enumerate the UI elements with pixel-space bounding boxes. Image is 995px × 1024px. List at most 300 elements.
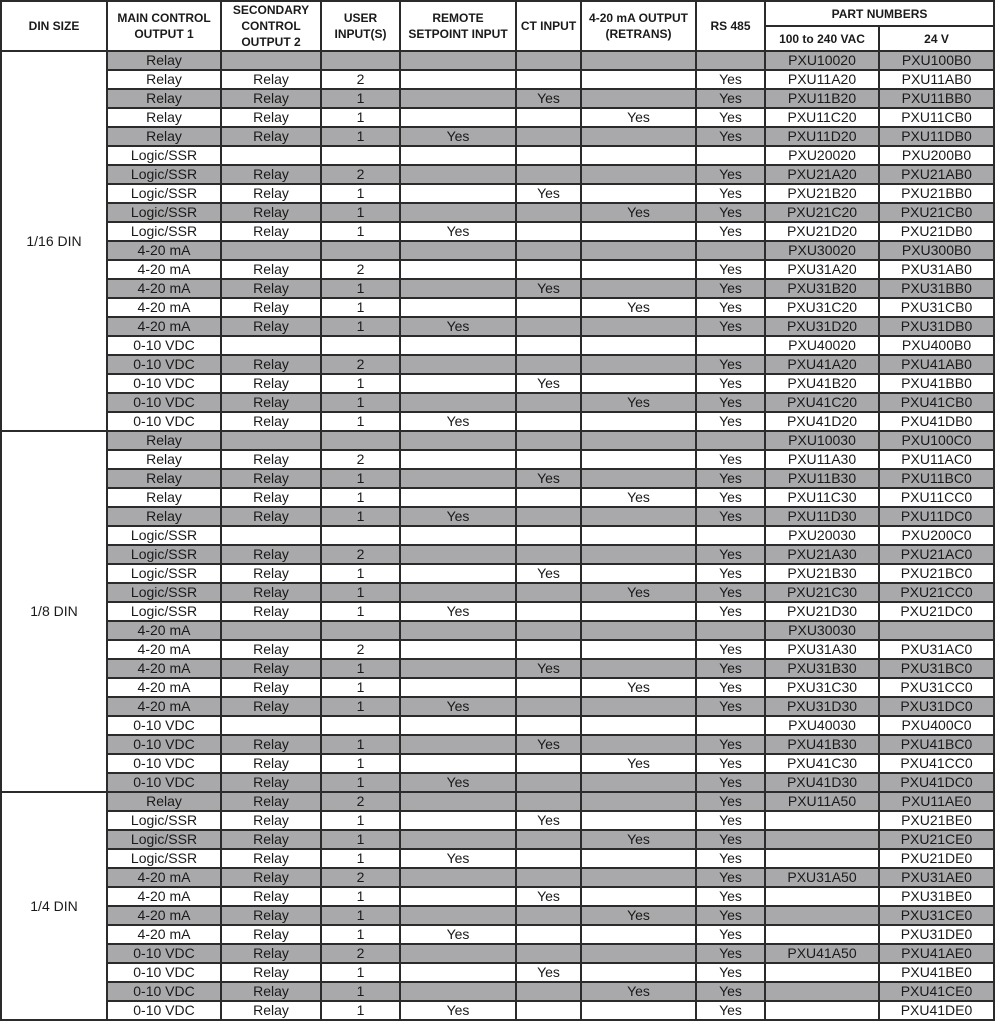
header-secondary-control: SECONDARY CONTROL OUTPUT 2 <box>221 1 321 51</box>
table-row <box>1 336 994 355</box>
cell-ct-input: Yes <box>516 89 581 108</box>
cell-analog-output: Yes <box>581 393 696 412</box>
cell-ct-input <box>516 526 581 545</box>
cell-part-vdc: PXU100C0 <box>879 431 994 450</box>
cell-rs485: Yes <box>696 89 765 108</box>
cell-part-vdc: PXU11AE0 <box>879 792 994 811</box>
cell-main-control: 4-20 mA <box>107 621 221 640</box>
cell-part-vac <box>765 811 879 830</box>
cell-main-control: 0-10 VDC <box>107 393 221 412</box>
cell-secondary-control: Relay <box>221 374 321 393</box>
cell-main-control: 0-10 VDC <box>107 944 221 963</box>
cell-part-vdc: PXU21DC0 <box>879 602 994 621</box>
cell-rs485: Yes <box>696 849 765 868</box>
cell-secondary-control: Relay <box>221 697 321 716</box>
cell-secondary-control <box>221 51 321 70</box>
cell-rs485: Yes <box>696 963 765 982</box>
cell-remote-setpoint <box>400 241 516 260</box>
cell-user-inputs: 1 <box>321 279 400 298</box>
cell-part-vdc: PXU31DB0 <box>879 317 994 336</box>
cell-analog-output <box>581 222 696 241</box>
cell-ct-input <box>516 431 581 450</box>
cell-main-control: 4-20 mA <box>107 659 221 678</box>
cell-secondary-control <box>221 716 321 735</box>
table-row <box>1 260 994 279</box>
cell-part-vdc: PXU11CB0 <box>879 108 994 127</box>
cell-ct-input <box>516 773 581 792</box>
table-row <box>1 925 994 944</box>
cell-part-vdc: PXU11DB0 <box>879 127 994 146</box>
cell-part-vdc: PXU21CC0 <box>879 583 994 602</box>
cell-secondary-control: Relay <box>221 298 321 317</box>
cell-secondary-control: Relay <box>221 393 321 412</box>
cell-remote-setpoint: Yes <box>400 697 516 716</box>
cell-ct-input: Yes <box>516 279 581 298</box>
cell-ct-input <box>516 982 581 1001</box>
cell-part-vdc: PXU31BB0 <box>879 279 994 298</box>
cell-rs485: Yes <box>696 108 765 127</box>
cell-rs485: Yes <box>696 127 765 146</box>
cell-part-vdc: PXU41DB0 <box>879 412 994 431</box>
table-row <box>1 564 994 583</box>
cell-main-control: 0-10 VDC <box>107 982 221 1001</box>
cell-part-vac: PXU11B20 <box>765 89 879 108</box>
cell-secondary-control: Relay <box>221 906 321 925</box>
cell-analog-output: Yes <box>581 678 696 697</box>
cell-secondary-control <box>221 431 321 450</box>
cell-user-inputs: 1 <box>321 735 400 754</box>
cell-rs485: Yes <box>696 754 765 773</box>
cell-secondary-control: Relay <box>221 868 321 887</box>
cell-analog-output: Yes <box>581 203 696 222</box>
cell-secondary-control: Relay <box>221 317 321 336</box>
cell-main-control: 0-10 VDC <box>107 355 221 374</box>
cell-ct-input <box>516 203 581 222</box>
cell-main-control: 0-10 VDC <box>107 412 221 431</box>
cell-remote-setpoint <box>400 545 516 564</box>
cell-ct-input <box>516 868 581 887</box>
cell-ct-input <box>516 1001 581 1020</box>
cell-part-vdc: PXU31AB0 <box>879 260 994 279</box>
cell-part-vac: PXU21A30 <box>765 545 879 564</box>
cell-rs485: Yes <box>696 507 765 526</box>
cell-analog-output <box>581 260 696 279</box>
table-row <box>1 51 994 70</box>
cell-part-vdc: PXU41BE0 <box>879 963 994 982</box>
cell-part-vdc: PXU11AB0 <box>879 70 994 89</box>
table-row <box>1 127 994 146</box>
cell-part-vac: PXU40020 <box>765 336 879 355</box>
table-row <box>1 982 994 1001</box>
cell-ct-input <box>516 51 581 70</box>
cell-analog-output <box>581 925 696 944</box>
table-row <box>1 868 994 887</box>
cell-rs485: Yes <box>696 925 765 944</box>
cell-remote-setpoint <box>400 336 516 355</box>
cell-rs485: Yes <box>696 355 765 374</box>
cell-ct-input: Yes <box>516 963 581 982</box>
table-row <box>1 355 994 374</box>
header-main-control: MAIN CONTROL OUTPUT 1 <box>107 1 221 51</box>
cell-analog-output <box>581 317 696 336</box>
cell-remote-setpoint <box>400 279 516 298</box>
cell-rs485: Yes <box>696 1001 765 1020</box>
cell-part-vdc: PXU21DE0 <box>879 849 994 868</box>
cell-ct-input <box>516 241 581 260</box>
table-row <box>1 1001 994 1020</box>
cell-ct-input <box>516 602 581 621</box>
cell-part-vac: PXU21D30 <box>765 602 879 621</box>
table-row <box>1 716 994 735</box>
cell-user-inputs: 1 <box>321 184 400 203</box>
table-row <box>1 203 994 222</box>
cell-secondary-control: Relay <box>221 469 321 488</box>
cell-part-vac: PXU40030 <box>765 716 879 735</box>
cell-main-control: Relay <box>107 792 221 811</box>
cell-analog-output <box>581 412 696 431</box>
cell-analog-output <box>581 279 696 298</box>
cell-main-control: Logic/SSR <box>107 564 221 583</box>
cell-rs485 <box>696 431 765 450</box>
cell-part-vdc: PXU31BC0 <box>879 659 994 678</box>
cell-part-vdc: PXU31AE0 <box>879 868 994 887</box>
cell-part-vac: PXU41A20 <box>765 355 879 374</box>
cell-secondary-control: Relay <box>221 963 321 982</box>
cell-secondary-control: Relay <box>221 222 321 241</box>
cell-main-control: 4-20 mA <box>107 317 221 336</box>
cell-remote-setpoint <box>400 621 516 640</box>
cell-analog-output: Yes <box>581 906 696 925</box>
cell-remote-setpoint <box>400 70 516 89</box>
table-row <box>1 450 994 469</box>
cell-rs485: Yes <box>696 678 765 697</box>
table-row <box>1 640 994 659</box>
cell-analog-output <box>581 621 696 640</box>
din-size-cell: 1/8 DIN <box>1 431 107 792</box>
cell-part-vac: PXU11C20 <box>765 108 879 127</box>
cell-remote-setpoint <box>400 868 516 887</box>
table-row <box>1 89 994 108</box>
table-row <box>1 659 994 678</box>
cell-analog-output <box>581 1001 696 1020</box>
cell-part-vdc: PXU31CE0 <box>879 906 994 925</box>
table-row <box>1 393 994 412</box>
cell-main-control: 0-10 VDC <box>107 716 221 735</box>
cell-ct-input: Yes <box>516 564 581 583</box>
cell-part-vac: PXU21C30 <box>765 583 879 602</box>
cell-ct-input <box>516 260 581 279</box>
table-row <box>1 374 994 393</box>
table-row <box>1 279 994 298</box>
cell-secondary-control: Relay <box>221 279 321 298</box>
cell-remote-setpoint <box>400 260 516 279</box>
cell-analog-output <box>581 431 696 450</box>
header-vdc: 24 V <box>879 26 994 51</box>
cell-user-inputs: 1 <box>321 317 400 336</box>
cell-rs485: Yes <box>696 583 765 602</box>
cell-rs485 <box>696 336 765 355</box>
cell-part-vac: PXU10020 <box>765 51 879 70</box>
cell-rs485 <box>696 51 765 70</box>
cell-remote-setpoint <box>400 51 516 70</box>
table-row <box>1 583 994 602</box>
cell-rs485: Yes <box>696 545 765 564</box>
cell-user-inputs: 1 <box>321 469 400 488</box>
cell-ct-input <box>516 222 581 241</box>
cell-main-control: 0-10 VDC <box>107 963 221 982</box>
cell-user-inputs <box>321 526 400 545</box>
cell-part-vac: PXU11D30 <box>765 507 879 526</box>
table-row <box>1 887 994 906</box>
cell-analog-output: Yes <box>581 488 696 507</box>
cell-rs485: Yes <box>696 222 765 241</box>
cell-rs485: Yes <box>696 412 765 431</box>
cell-rs485: Yes <box>696 640 765 659</box>
cell-ct-input <box>516 944 581 963</box>
cell-remote-setpoint: Yes <box>400 507 516 526</box>
cell-part-vac <box>765 982 879 1001</box>
cell-ct-input <box>516 317 581 336</box>
cell-analog-output <box>581 336 696 355</box>
cell-remote-setpoint <box>400 203 516 222</box>
cell-secondary-control <box>221 241 321 260</box>
cell-ct-input <box>516 697 581 716</box>
cell-ct-input <box>516 830 581 849</box>
cell-part-vac: PXU10030 <box>765 431 879 450</box>
cell-part-vac: PXU31C30 <box>765 678 879 697</box>
cell-rs485: Yes <box>696 906 765 925</box>
cell-part-vac <box>765 963 879 982</box>
cell-main-control: 4-20 mA <box>107 640 221 659</box>
table-body <box>1 51 994 1020</box>
table-row <box>1 697 994 716</box>
cell-ct-input: Yes <box>516 735 581 754</box>
cell-remote-setpoint <box>400 298 516 317</box>
cell-analog-output <box>581 450 696 469</box>
cell-part-vac: PXU20020 <box>765 146 879 165</box>
cell-remote-setpoint <box>400 355 516 374</box>
cell-analog-output <box>581 89 696 108</box>
cell-rs485: Yes <box>696 450 765 469</box>
cell-ct-input <box>516 412 581 431</box>
cell-remote-setpoint <box>400 146 516 165</box>
cell-user-inputs: 1 <box>321 374 400 393</box>
cell-user-inputs: 2 <box>321 165 400 184</box>
cell-main-control: 0-10 VDC <box>107 374 221 393</box>
cell-main-control: Logic/SSR <box>107 545 221 564</box>
cell-user-inputs: 1 <box>321 697 400 716</box>
cell-user-inputs <box>321 336 400 355</box>
cell-ct-input <box>516 849 581 868</box>
cell-secondary-control: Relay <box>221 89 321 108</box>
cell-part-vac: PXU30020 <box>765 241 879 260</box>
cell-analog-output <box>581 792 696 811</box>
cell-remote-setpoint: Yes <box>400 127 516 146</box>
cell-ct-input: Yes <box>516 887 581 906</box>
table-row <box>1 165 994 184</box>
cell-rs485: Yes <box>696 944 765 963</box>
table-row <box>1 431 994 450</box>
cell-remote-setpoint <box>400 887 516 906</box>
cell-user-inputs: 1 <box>321 564 400 583</box>
cell-user-inputs: 1 <box>321 830 400 849</box>
cell-user-inputs: 2 <box>321 944 400 963</box>
cell-analog-output: Yes <box>581 830 696 849</box>
cell-remote-setpoint <box>400 830 516 849</box>
cell-ct-input <box>516 108 581 127</box>
cell-remote-setpoint: Yes <box>400 222 516 241</box>
cell-user-inputs: 1 <box>321 507 400 526</box>
cell-secondary-control <box>221 146 321 165</box>
header-user-inputs: USER INPUT(S) <box>321 1 400 51</box>
cell-secondary-control: Relay <box>221 545 321 564</box>
cell-ct-input <box>516 355 581 374</box>
cell-analog-output: Yes <box>581 108 696 127</box>
cell-part-vac <box>765 1001 879 1020</box>
cell-remote-setpoint <box>400 184 516 203</box>
cell-main-control: 0-10 VDC <box>107 735 221 754</box>
cell-part-vac: PXU31C20 <box>765 298 879 317</box>
cell-analog-output <box>581 146 696 165</box>
table-row <box>1 507 994 526</box>
cell-remote-setpoint: Yes <box>400 317 516 336</box>
cell-part-vac: PXU41B20 <box>765 374 879 393</box>
cell-remote-setpoint <box>400 431 516 450</box>
cell-analog-output: Yes <box>581 298 696 317</box>
cell-part-vdc: PXU41DE0 <box>879 1001 994 1020</box>
header-rs485: RS 485 <box>696 1 765 51</box>
cell-secondary-control: Relay <box>221 203 321 222</box>
table-row <box>1 830 994 849</box>
cell-remote-setpoint <box>400 165 516 184</box>
cell-part-vdc: PXU41AE0 <box>879 944 994 963</box>
cell-remote-setpoint <box>400 526 516 545</box>
table-row <box>1 811 994 830</box>
cell-user-inputs: 1 <box>321 982 400 1001</box>
cell-part-vdc: PXU11BB0 <box>879 89 994 108</box>
cell-part-vdc: PXU400B0 <box>879 336 994 355</box>
cell-rs485: Yes <box>696 203 765 222</box>
cell-remote-setpoint <box>400 678 516 697</box>
cell-secondary-control: Relay <box>221 754 321 773</box>
cell-analog-output: Yes <box>581 754 696 773</box>
cell-remote-setpoint <box>400 450 516 469</box>
cell-rs485 <box>696 241 765 260</box>
cell-user-inputs <box>321 621 400 640</box>
cell-part-vdc: PXU41DC0 <box>879 773 994 792</box>
cell-user-inputs: 1 <box>321 887 400 906</box>
cell-secondary-control: Relay <box>221 412 321 431</box>
cell-part-vac: PXU11A30 <box>765 450 879 469</box>
table-row <box>1 526 994 545</box>
cell-user-inputs: 1 <box>321 298 400 317</box>
cell-remote-setpoint <box>400 564 516 583</box>
table-row <box>1 222 994 241</box>
header-remote-setpoint: REMOTE SETPOINT INPUT <box>400 1 516 51</box>
table-row <box>1 545 994 564</box>
cell-rs485: Yes <box>696 602 765 621</box>
cell-user-inputs: 1 <box>321 89 400 108</box>
table-row <box>1 792 994 811</box>
cell-ct-input <box>516 716 581 735</box>
cell-remote-setpoint <box>400 488 516 507</box>
header-vac: 100 to 240 VAC <box>765 26 879 51</box>
cell-secondary-control: Relay <box>221 773 321 792</box>
cell-rs485: Yes <box>696 659 765 678</box>
cell-part-vdc: PXU21BB0 <box>879 184 994 203</box>
cell-analog-output <box>581 545 696 564</box>
cell-main-control: 0-10 VDC <box>107 1001 221 1020</box>
cell-analog-output: Yes <box>581 583 696 602</box>
cell-part-vac: PXU30030 <box>765 621 879 640</box>
cell-part-vdc: PXU31CC0 <box>879 678 994 697</box>
cell-ct-input <box>516 165 581 184</box>
cell-analog-output <box>581 526 696 545</box>
cell-remote-setpoint: Yes <box>400 412 516 431</box>
table-row <box>1 906 994 925</box>
cell-user-inputs: 1 <box>321 925 400 944</box>
cell-main-control: 4-20 mA <box>107 678 221 697</box>
cell-part-vdc: PXU31BE0 <box>879 887 994 906</box>
cell-secondary-control <box>221 621 321 640</box>
cell-part-vdc: PXU41CC0 <box>879 754 994 773</box>
cell-secondary-control: Relay <box>221 849 321 868</box>
cell-secondary-control: Relay <box>221 450 321 469</box>
cell-ct-input <box>516 70 581 89</box>
cell-rs485: Yes <box>696 811 765 830</box>
cell-part-vdc: PXU41BB0 <box>879 374 994 393</box>
cell-ct-input <box>516 545 581 564</box>
cell-user-inputs: 1 <box>321 203 400 222</box>
cell-main-control: Relay <box>107 469 221 488</box>
cell-secondary-control: Relay <box>221 108 321 127</box>
cell-main-control: Logic/SSR <box>107 165 221 184</box>
cell-user-inputs: 1 <box>321 773 400 792</box>
cell-part-vdc: PXU11DC0 <box>879 507 994 526</box>
cell-secondary-control: Relay <box>221 792 321 811</box>
cell-user-inputs: 2 <box>321 545 400 564</box>
cell-secondary-control: Relay <box>221 507 321 526</box>
cell-ct-input <box>516 127 581 146</box>
table-row <box>1 602 994 621</box>
cell-rs485: Yes <box>696 564 765 583</box>
cell-main-control: Logic/SSR <box>107 602 221 621</box>
cell-user-inputs <box>321 146 400 165</box>
cell-part-vdc: PXU41CB0 <box>879 393 994 412</box>
cell-main-control: Relay <box>107 51 221 70</box>
cell-main-control: Relay <box>107 127 221 146</box>
cell-secondary-control: Relay <box>221 830 321 849</box>
cell-rs485: Yes <box>696 469 765 488</box>
cell-part-vac <box>765 887 879 906</box>
cell-main-control: Relay <box>107 89 221 108</box>
cell-secondary-control: Relay <box>221 184 321 203</box>
cell-secondary-control: Relay <box>221 1001 321 1020</box>
cell-secondary-control: Relay <box>221 488 321 507</box>
cell-part-vac: PXU31A30 <box>765 640 879 659</box>
cell-analog-output <box>581 735 696 754</box>
cell-part-vac: PXU41C30 <box>765 754 879 773</box>
cell-rs485: Yes <box>696 317 765 336</box>
cell-user-inputs: 1 <box>321 583 400 602</box>
cell-main-control: Logic/SSR <box>107 146 221 165</box>
cell-part-vac: PXU31A50 <box>765 868 879 887</box>
cell-main-control: 0-10 VDC <box>107 754 221 773</box>
cell-analog-output <box>581 165 696 184</box>
cell-user-inputs: 2 <box>321 640 400 659</box>
cell-part-vdc: PXU21AC0 <box>879 545 994 564</box>
cell-user-inputs: 1 <box>321 906 400 925</box>
